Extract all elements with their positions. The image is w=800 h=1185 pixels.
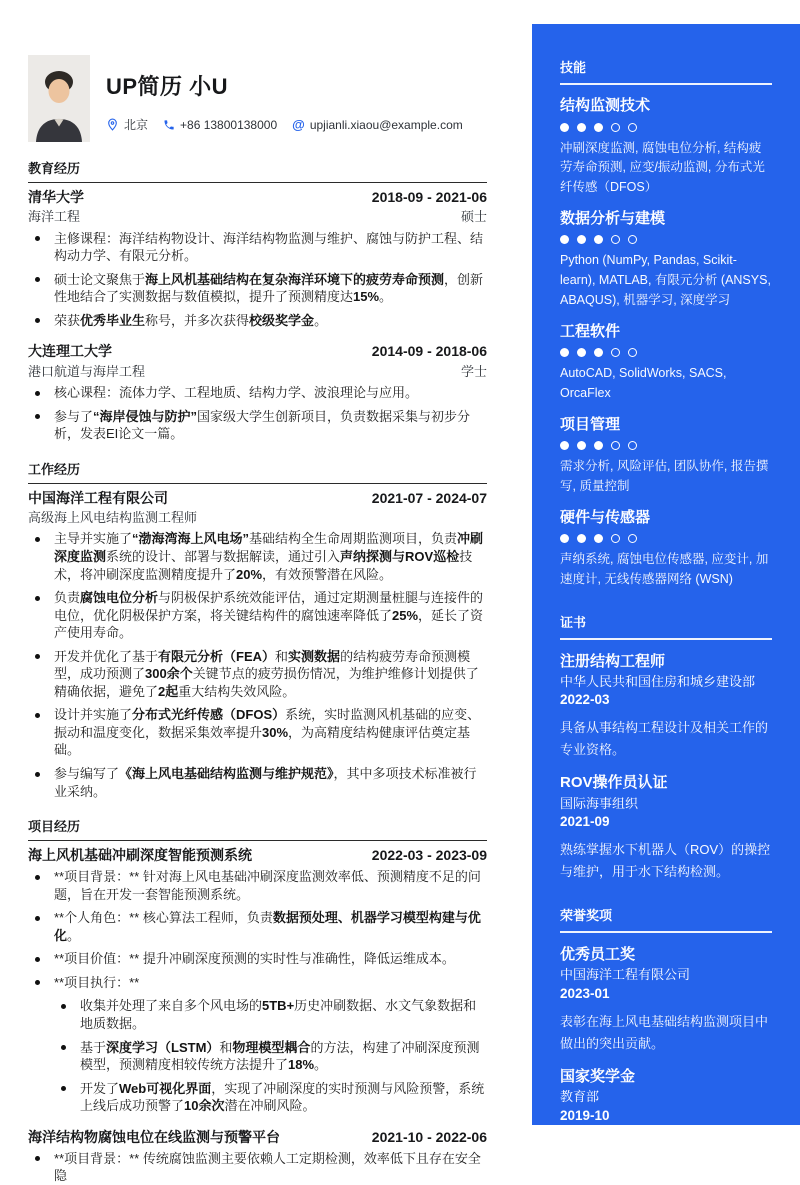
entry	[28, 490, 487, 800]
bullet-item: 负责腐蚀电位分析与阴极保护系统效能评估，通过定期测量桩腿与连接件的电位，优化阴极保护方案，将关键结构件的腐蚀速率降低了25%，延长了资产使用寿命。	[28, 589, 487, 642]
item-date: 2021-09	[560, 814, 610, 830]
entry-degree: 学士	[460, 363, 487, 379]
entry-subtitle: 港口航道与海岸工程	[28, 363, 146, 379]
location-pin-icon	[106, 118, 119, 131]
sub-bullet-item: 基于深度学习（LSTM）和物理模型耦合的方法，构建了冲刷深度预测模型，预测精度相较传统方法提升了18%。	[54, 1039, 487, 1074]
level-dot-empty	[628, 348, 637, 357]
section-title: 工作经历	[28, 451, 487, 484]
bullet-item: 荣获优秀毕业生称号，并多次获得校级奖学金。	[28, 312, 487, 330]
bold-text: 2起	[158, 683, 179, 699]
entry-degree: 硕士	[460, 209, 487, 225]
contact-text: upjianli.xiaou@example.com	[309, 117, 463, 132]
item-name: 注册结构工程师	[560, 652, 666, 670]
level-dot-empty	[611, 534, 620, 543]
level-dot-empty	[628, 235, 637, 244]
entry-date: 2021-10 - 2022-06	[371, 1128, 487, 1145]
level-dot-filled	[577, 441, 586, 450]
bold-text: 实测数据	[288, 648, 341, 664]
resume-header	[28, 55, 487, 142]
entry-subtitle: 海洋工程	[28, 209, 81, 225]
level-dot-empty	[628, 441, 637, 450]
section-education	[28, 150, 487, 443]
at-sign-icon: @	[292, 117, 305, 132]
level-dot-filled	[577, 123, 586, 132]
entry	[28, 1129, 487, 1185]
skill-item	[560, 322, 772, 404]
header-text-block	[106, 55, 463, 142]
level-dot-filled	[560, 534, 569, 543]
level-dot-filled	[594, 534, 603, 543]
honor-item	[560, 945, 772, 1055]
bold-text: 300余个	[145, 666, 193, 682]
item-description: 在硕士期间学习成绩优异，科研成果突出。	[560, 1135, 769, 1173]
contact-row	[106, 116, 463, 133]
bold-text: “渤海湾海上风电场”	[132, 531, 250, 547]
bullet-item: 主导并实施了“渤海湾海上风电场”基础结构全生命周期监测项目，负责冲刷深度监测系统的设计、部署与数据解读，通过引入声纳探测与ROV巡检技术，将冲刷深度监测精度提升了20%，有效预警潜在风险。	[28, 530, 487, 583]
item-date: 2019-10	[560, 1107, 610, 1123]
entry-head	[28, 189, 487, 205]
bullet-item: **项目背景：** 针对海上风电基础冲刷深度监测效率低、预测精度不足的问题，旨在开发一套智能预测系统。	[28, 868, 487, 903]
bullet-item: 主修课程：海洋结构物设计、海洋结构物监测与维护、腐蚀与防护工程、结构动力学、有限元分析。	[28, 230, 487, 265]
sidebar-section-title: 技能	[560, 57, 772, 85]
sub-bullet-item: 收集并处理了来自多个风电场的5TB+历史冲刷数据、水文气象数据和地质数据。	[54, 997, 487, 1032]
bullet-item: **项目价值：** 提升冲刷深度预测的实时性与准确性，降低运维成本。	[28, 950, 487, 968]
skill-description: 需求分析, 风险评估, 团队协作, 报告撰写, 质量控制	[560, 459, 769, 493]
level-dot-filled	[560, 235, 569, 244]
entry-head	[28, 490, 487, 506]
entry-date: 2021-07 - 2024-07	[371, 489, 487, 506]
entry	[28, 343, 487, 442]
bullet-item: 硕士论文聚焦于海上风机基础结构在复杂海洋环境下的疲劳寿命预测，创新性地结合了实测数据与数值模拟，提升了预测精度达15%。	[28, 271, 487, 306]
bullet-list	[28, 384, 487, 443]
level-dot-filled	[594, 123, 603, 132]
skill-name: 硬件与传感器	[560, 508, 651, 526]
item-name: 优秀员工奖	[560, 946, 636, 964]
bold-text: 物理模型耦合	[232, 1039, 311, 1055]
section-title: 教育经历	[28, 150, 487, 183]
entry-head	[28, 1129, 487, 1145]
phone-icon	[163, 119, 175, 131]
bold-text: 深度学习（LSTM）	[106, 1039, 220, 1055]
level-dot-filled	[577, 235, 586, 244]
contact-text: 北京	[124, 118, 149, 132]
skill-name: 项目管理	[560, 415, 621, 433]
skill-item	[560, 415, 772, 497]
skill-description: 冲刷深度监测, 腐蚀电位分析, 结构疲劳寿命预测, 应变/振动监测, 分布式光纤传感（DFOS）	[560, 140, 765, 194]
skill-name: 结构监测技术	[560, 97, 651, 114]
bold-text: 校级奖学金	[249, 312, 315, 328]
sidebar-section-certificates	[560, 612, 772, 884]
item-date: 2022-03	[560, 692, 610, 708]
bold-text: 30%	[262, 724, 289, 740]
sidebar-section-skills	[560, 57, 772, 590]
item-description: 表彰在海上风电基础结构监测项目中做出的突出贡献。	[560, 1013, 769, 1051]
bold-text: 优秀毕业生	[80, 312, 146, 328]
entry-subtitle-row	[28, 510, 487, 526]
entry	[28, 189, 487, 329]
skill-description: 声纳系统, 腐蚀电位传感器, 应变计, 加速度计, 无线传感器网络 (WSN)	[560, 552, 769, 586]
sidebar	[532, 24, 800, 1173]
skill-item	[560, 96, 772, 198]
bullet-item: **项目背景：** 传统腐蚀监测主要依赖人工定期检测，效率低下且存在安全隐	[28, 1150, 487, 1185]
bold-text: 分布式光纤传感（DFOS）	[132, 707, 286, 723]
skill-level-dots	[560, 235, 772, 244]
bold-text: 20%	[236, 566, 263, 582]
sidebar-section-title: 荣誉奖项	[560, 905, 772, 933]
bold-text: “海岸侵蚀与防护”	[93, 408, 198, 424]
level-dot-filled	[594, 348, 603, 357]
entry-title: 中国海洋工程有限公司	[28, 489, 168, 506]
bold-text: 声纳探测与ROV巡检	[340, 548, 460, 564]
item-name: ROV操作员认证	[560, 774, 668, 792]
level-dot-filled	[560, 441, 569, 450]
bullet-item: 核心课程：流体力学、工程地质、结构力学、波浪理论与应用。	[28, 384, 487, 402]
bullet-list	[28, 868, 487, 1115]
main-column	[28, 55, 487, 1185]
skill-name: 工程软件	[560, 322, 621, 340]
entry-title: 海上风机基础冲刷深度智能预测系统	[28, 847, 252, 864]
skill-level-dots	[560, 123, 772, 132]
skill-item	[560, 508, 772, 590]
section-projects	[28, 808, 487, 1185]
bold-text: 数据预处理、机器学习模型构建与优化	[54, 910, 481, 943]
level-dot-empty	[628, 123, 637, 132]
bold-text: 10余次	[184, 1098, 225, 1114]
level-dot-filled	[560, 123, 569, 132]
entry-date: 2018-09 - 2021-06	[371, 189, 487, 205]
item-description: 具备从事结构工程设计及相关工作的专业资格。	[560, 720, 769, 758]
entry-head	[28, 847, 487, 863]
level-dot-filled	[577, 534, 586, 543]
level-dot-empty	[611, 235, 620, 244]
sub-bullet-item: 开发了Web可视化界面，实现了冲刷深度的实时预测与风险预警，系统上线后成功预警了10余次潜在冲刷风险。	[54, 1080, 487, 1115]
entry-subtitle-row	[28, 209, 487, 225]
item-issuer: 国际海事组织	[560, 795, 639, 811]
entry	[28, 847, 487, 1115]
skill-level-dots	[560, 534, 772, 543]
entry-title: 大连理工大学	[28, 343, 112, 360]
bullet-list	[28, 530, 487, 800]
skill-description: Python (NumPy, Pandas, Scikit-learn), MATLAB, 有限元分析 (ANSYS, ABAQUS), 机器学习, 深度学习	[560, 253, 771, 307]
bold-text: 15%	[353, 289, 380, 305]
bullet-item: 开发并优化了基于有限元分析（FEA）和实测数据的结构疲劳寿命预测模型，成功预测了300余个关键节点的疲劳损伤情况，为维护维修计划提供了精确依据，避免了2起重大结构失效风险。	[28, 648, 487, 701]
level-dot-filled	[594, 441, 603, 450]
bold-text: 18%	[288, 1057, 315, 1073]
section-title: 项目经历	[28, 808, 487, 841]
section-work	[28, 451, 487, 800]
bullet-item: **个人角色：** 核心算法工程师，负责数据预处理、机器学习模型构建与优化。	[28, 909, 487, 944]
item-issuer: 中华人民共和国住房和城乡建设部	[560, 673, 756, 689]
candidate-name: UP简历 小U	[106, 74, 229, 99]
bullet-item: 参与了“海岸侵蚀与防护”国家级大学生创新项目，负责数据采集与初步分析，发表EI论文一篇。	[28, 408, 487, 443]
entry-head	[28, 343, 487, 359]
skill-level-dots	[560, 441, 772, 450]
level-dot-filled	[577, 348, 586, 357]
level-dot-empty	[611, 123, 620, 132]
contact-item	[106, 116, 148, 133]
item-issuer: 教育部	[560, 1089, 600, 1105]
skill-name: 数据分析与建模	[560, 209, 666, 227]
entry-title: 海洋结构物腐蚀电位在线监测与预警平台	[28, 1128, 280, 1145]
entry-title: 清华大学	[28, 189, 84, 205]
bold-text: 25%	[392, 607, 419, 623]
main-sections	[28, 150, 487, 1185]
bold-text: 《海上风电基础结构监测与维护规范》	[119, 766, 334, 781]
bold-text: 冲刷深度监测	[54, 531, 484, 564]
item-description: 熟练掌握水下机器人（ROV）的操控与维护，用于水下结构检测。	[560, 841, 771, 880]
bold-text: 海上风机基础结构在复杂海洋环境下的疲劳寿命预测	[145, 271, 445, 287]
certificate-item	[560, 652, 772, 762]
level-dot-filled	[560, 348, 569, 357]
bullet-list	[28, 230, 487, 330]
sidebar-sections	[560, 57, 772, 1177]
honor-item	[560, 1067, 772, 1177]
bullet-list	[28, 1150, 487, 1185]
item-issuer: 中国海洋工程有限公司	[560, 967, 691, 983]
profile-photo	[28, 55, 90, 142]
sub-bullet-list	[54, 997, 487, 1114]
bold-text: Web可视化界面	[119, 1080, 212, 1096]
person-avatar-graphic	[28, 55, 90, 142]
contact-item	[292, 118, 463, 132]
skill-level-dots	[560, 348, 772, 357]
entry-date: 2022-03 - 2023-09	[371, 847, 487, 864]
entry-date: 2014-09 - 2018-06	[371, 343, 487, 360]
skill-description: AutoCAD, SolidWorks, SACS, OrcaFlex	[560, 366, 727, 400]
contact-item	[163, 118, 277, 132]
item-name: 国家奖学金	[560, 1067, 636, 1085]
level-dot-empty	[628, 534, 637, 543]
level-dot-empty	[611, 441, 620, 450]
bold-text: 5TB+	[262, 998, 295, 1014]
entry-subtitle: 高级海上风电结构监测工程师	[28, 509, 198, 525]
bullet-item: 参与编写了《海上风电基础结构监测与维护规范》，其中多项技术标准被行业采纳。	[28, 765, 487, 800]
item-date: 2023-01	[560, 985, 610, 1001]
bullet-item: **项目执行：** 收集并处理了来自多个风电场的5TB+历史冲刷数据、水文气象数据和地质数据。 基于深度学习（LSTM）和物理模型耦合的方法，构建了冲刷深度预测模型，预测精度相较传统方法提升了18%。 开发了Web可视化界面，实现了冲刷深度的实时预测与风险预警，系统上线后成功预警了10余次潜在冲刷风险。	[28, 974, 487, 1115]
bold-text: 腐蚀电位分析	[80, 590, 159, 606]
skill-item	[560, 209, 772, 311]
contact-text: +86 13800138000	[180, 117, 278, 132]
level-dot-filled	[594, 235, 603, 244]
bullet-item: 设计并实施了分布式光纤传感（DFOS）系统，实时监测风机基础的应变、振动和温度变化，数据采集效率提升30%，为高精度结构健康评估奠定基础。	[28, 706, 487, 759]
bold-text: 有限元分析（FEA）	[158, 648, 276, 664]
certificate-item	[560, 773, 772, 883]
entry-subtitle-row	[28, 364, 487, 380]
sidebar-section-title: 证书	[560, 612, 772, 640]
sidebar-section-honors	[560, 905, 772, 1177]
level-dot-empty	[611, 348, 620, 357]
